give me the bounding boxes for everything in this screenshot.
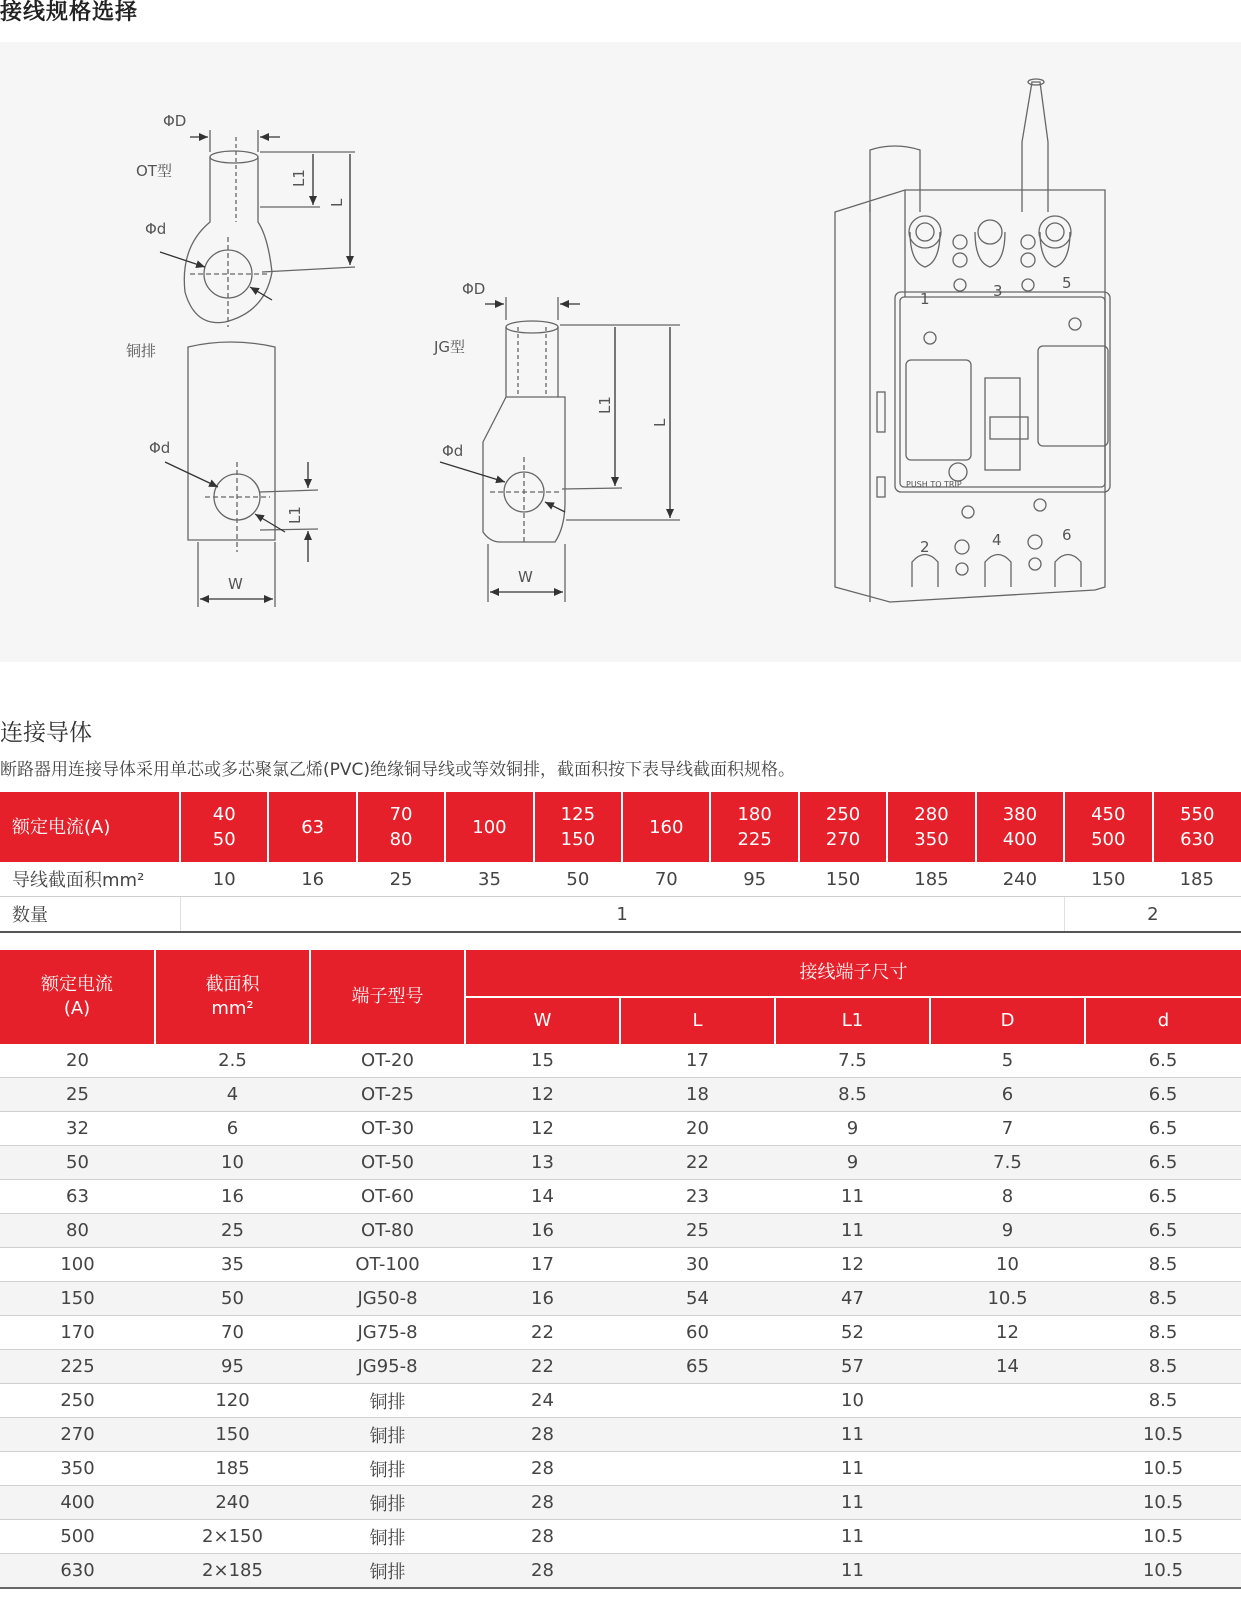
busbar-label: 铜排 [126,342,157,360]
table-cell: 270 [0,1418,155,1452]
dimension-header: L [620,997,775,1044]
table-row [0,1418,1241,1452]
table-cell: 225 [0,1350,155,1384]
table-cell: 54 [620,1282,775,1316]
table-cell: 240 [155,1486,310,1520]
table-cell: 22 [465,1316,620,1350]
ot-phi-d-label: Φd [145,220,167,238]
table-cell: 20 [620,1112,775,1146]
table-row [0,1350,1241,1384]
table-cell: 6.5 [1085,1078,1241,1112]
table-cell: 14 [930,1350,1085,1384]
table-cell: 50 [155,1282,310,1316]
section-title: 连接导体 [0,720,92,746]
current-value: 40 [212,804,236,825]
jg-lug-drawing [440,297,680,602]
table-cell: OT-30 [310,1112,465,1146]
section-area-cell: 150 [1064,862,1152,897]
table-cell: 28 [465,1418,620,1452]
table-cell: OT-60 [310,1180,465,1214]
current-value: 50 [212,829,236,850]
table-cell: 13 [465,1146,620,1180]
table-row [0,1078,1241,1112]
quantity-cell: 2 [1064,897,1241,933]
section-area-cell: 35 [445,862,533,897]
table-cell: 8.5 [1085,1316,1241,1350]
table-cell: 170 [0,1316,155,1350]
terminal-diagram [0,42,1241,662]
dimension-header: W [465,997,620,1044]
table-cell: 5 [930,1044,1085,1078]
table-cell: 12 [775,1248,930,1282]
table-cell: 10 [155,1146,310,1180]
section-area-label: 导线截面积mm² [0,862,180,897]
rated-current-cell [534,792,622,862]
rated-current-row [0,792,1241,862]
table-cell: 28 [465,1554,620,1589]
table-cell: 铜排 [310,1452,465,1486]
table-cell: 铜排 [310,1486,465,1520]
busbar-W-label: W [228,575,243,593]
table-cell: 11 [775,1520,930,1554]
section-area-cell: 16 [268,862,356,897]
jg-L-label: L [651,418,669,427]
terminal-spec-table [0,950,1241,1589]
jg-phi-d-label: Φd [442,442,464,460]
table-cell: 11 [775,1554,930,1589]
push-to-trip-label: PUSH TO TRIP [906,480,962,489]
table-cell: 8.5 [1085,1248,1241,1282]
table-cell: 28 [465,1452,620,1486]
ot-lug-drawing [160,130,355,327]
table-cell: 10.5 [1085,1520,1241,1554]
table-cell: 6.5 [1085,1044,1241,1078]
table-cell: 630 [0,1554,155,1589]
current-value: 180 [737,804,772,825]
current-value: 630 [1180,829,1215,850]
header-line: 额定电流 [41,974,113,995]
table-cell: 12 [465,1078,620,1112]
rated-current-cell [268,792,356,862]
table-cell: 28 [465,1486,620,1520]
table-cell: 10 [930,1248,1085,1282]
table-row [0,1112,1241,1146]
busbar-drawing [165,342,318,607]
table-cell: 6 [930,1078,1085,1112]
table-cell: 10.5 [1085,1418,1241,1452]
busbar-phi-d-label: Φd [149,439,171,457]
current-value: 400 [1002,829,1038,850]
table-cell: 6.5 [1085,1146,1241,1180]
terminal-5-label: 5 [1062,274,1072,292]
table-cell: 7 [930,1112,1085,1146]
current-value: 550 [1180,804,1215,825]
table-cell: 22 [465,1350,620,1384]
table-cell [930,1520,1085,1554]
table-cell: 400 [0,1486,155,1520]
current-value: 450 [1091,804,1126,825]
rated-current-cell [887,792,975,862]
dimension-header: L1 [775,997,930,1044]
table-cell: 15 [465,1044,620,1078]
table-cell: 65 [620,1350,775,1384]
table-cell: 120 [155,1384,310,1418]
terminal-4-label: 4 [992,531,1002,549]
table-cell: 铜排 [310,1418,465,1452]
table-row [0,1486,1241,1520]
table-row [0,1520,1241,1554]
jg-W-label: W [518,568,533,586]
page-title: 接线规格选择 [0,0,139,25]
current-value: 125 [560,804,596,825]
table-cell: 11 [775,1418,930,1452]
table-cell [620,1384,775,1418]
table-cell: 350 [0,1452,155,1486]
table-cell: 8.5 [775,1078,930,1112]
current-value: 250 [825,804,861,825]
section-area-cell: 10 [180,862,268,897]
table-cell: 8.5 [1085,1350,1241,1384]
circuit-breaker-drawing [835,79,1110,602]
header-line: 截面积 [205,974,260,995]
table-cell [930,1486,1085,1520]
table-row [0,1282,1241,1316]
table-cell: 150 [0,1282,155,1316]
current-value: 225 [737,829,772,850]
table-row [0,1044,1241,1078]
table-cell: 25 [620,1214,775,1248]
terminal-3-label: 3 [993,282,1003,300]
table-cell: 60 [620,1316,775,1350]
section-area-cell: 70 [622,862,710,897]
terminal-size-header: 接线端子尺寸 [465,950,1241,997]
current-value: 63 [301,816,325,838]
table-cell: 10.5 [930,1282,1085,1316]
table-cell: 9 [930,1214,1085,1248]
section-description: 断路器用连接导体采用单芯或多芯聚氯乙烯(PVC)绝缘铜导线或等效铜排，截面积按下表导线截面积规格。 [0,760,796,780]
table-cell: 4 [155,1078,310,1112]
section-area-row [0,862,1241,897]
current-value: 280 [914,804,949,825]
table-cell: 30 [620,1248,775,1282]
table-cell: 铜排 [310,1384,465,1418]
table-cell [620,1418,775,1452]
table-cell: 2.5 [155,1044,310,1078]
table-cell: 10.5 [1085,1452,1241,1486]
table-cell: 22 [620,1146,775,1180]
table-cell: 35 [155,1248,310,1282]
rated-current-cell [976,792,1064,862]
ot-L-label: L [328,198,346,207]
dimension-header: D [930,997,1085,1044]
table-cell [620,1452,775,1486]
table-cell: OT-25 [310,1078,465,1112]
rated-current-cell [799,792,887,862]
table-cell: 11 [775,1452,930,1486]
rated-current-cell [445,792,533,862]
table-cell: 23 [620,1180,775,1214]
table-cell: 16 [465,1282,620,1316]
table-cell: 11 [775,1486,930,1520]
table-cell: JG50-8 [310,1282,465,1316]
table-cell: 铜排 [310,1554,465,1589]
dimension-header: d [1085,997,1241,1044]
rated-current-cell [180,792,268,862]
conductor-section-table [0,792,1241,933]
table-cell: 11 [775,1180,930,1214]
table-cell: 18 [620,1078,775,1112]
terminal-2-label: 2 [920,538,930,556]
section-area-header [155,950,310,1044]
table-cell: 25 [155,1214,310,1248]
table-cell: 8 [930,1180,1085,1214]
table-cell: 25 [0,1078,155,1112]
table-cell: 20 [0,1044,155,1078]
jg-L1-label: L1 [596,396,614,414]
current-value: 380 [1002,804,1038,825]
table-cell: 52 [775,1316,930,1350]
table-cell: OT-100 [310,1248,465,1282]
table-cell: 32 [0,1112,155,1146]
table-cell: 24 [465,1384,620,1418]
table-cell: 6.5 [1085,1214,1241,1248]
table-cell: 17 [465,1248,620,1282]
table-cell: 2×150 [155,1520,310,1554]
table-cell: 9 [775,1112,930,1146]
section-area-cell: 240 [976,862,1064,897]
table-row [0,1146,1241,1180]
current-value: 70 [389,804,413,825]
table-cell: 8.5 [1085,1384,1241,1418]
ot-phi-D-label: ΦD [163,112,187,130]
table-cell: 6 [155,1112,310,1146]
quantity-row [0,897,1241,933]
table-row [0,1384,1241,1418]
table-cell: OT-80 [310,1214,465,1248]
current-value: 270 [825,829,861,850]
section-area-cell: 50 [534,862,622,897]
current-value: 500 [1091,829,1126,850]
section-area-cell: 185 [1153,862,1241,897]
section-area-cell: 95 [710,862,798,897]
table-cell: 6.5 [1085,1112,1241,1146]
table-row [0,1316,1241,1350]
current-value: 150 [560,829,596,850]
table-cell: 16 [155,1180,310,1214]
section-area-cell: 150 [799,862,887,897]
table-cell: JG95-8 [310,1350,465,1384]
rated-current-cell [622,792,710,862]
ot-L1-label: L1 [290,169,308,187]
rated-current-cell [357,792,445,862]
table-cell: OT-20 [310,1044,465,1078]
table-cell: 185 [155,1452,310,1486]
table-cell: 95 [155,1350,310,1384]
terminal-1-label: 1 [920,290,930,308]
table-cell: 16 [465,1214,620,1248]
table-cell: 10 [775,1384,930,1418]
table-cell: 2×185 [155,1554,310,1589]
table-cell: OT-50 [310,1146,465,1180]
table-cell [620,1520,775,1554]
table-cell: JG75-8 [310,1316,465,1350]
rated-current-header: 额定电流(A) [0,792,180,862]
table-cell: 7.5 [775,1044,930,1078]
ot-type-label: OT型 [136,162,172,180]
table-cell: 17 [620,1044,775,1078]
table-cell: 100 [0,1248,155,1282]
table-cell [930,1418,1085,1452]
rated-current-header [0,950,155,1044]
table-cell: 9 [775,1146,930,1180]
table-row [0,1180,1241,1214]
table-cell: 28 [465,1520,620,1554]
table-cell: 11 [775,1214,930,1248]
quantity-label: 数量 [0,897,180,933]
table-cell: 12 [465,1112,620,1146]
table-cell: 6.5 [1085,1180,1241,1214]
table-cell [620,1554,775,1589]
table-cell [930,1452,1085,1486]
header-line: mm² [211,998,254,1019]
table-cell: 500 [0,1520,155,1554]
table-cell: 150 [155,1418,310,1452]
header-line: (A) [63,998,91,1019]
table-cell: 10.5 [1085,1554,1241,1589]
quantity-cell: 1 [180,897,1064,933]
table-cell: 50 [0,1146,155,1180]
table-cell: 70 [155,1316,310,1350]
terminal-diagram-panel [0,42,1241,662]
top-terminals [909,216,1071,291]
section-area-cell: 25 [357,862,445,897]
table-cell: 8.5 [1085,1282,1241,1316]
table-cell [930,1554,1085,1589]
current-value: 160 [649,816,684,838]
current-value: 350 [914,829,949,850]
busbar-L1-label: L1 [286,506,304,524]
table-row [0,1554,1241,1589]
table-row [0,1452,1241,1486]
section-area-cell: 185 [887,862,975,897]
rated-current-cell [710,792,798,862]
jg-phi-D-label: ΦD [462,280,486,298]
jg-type-label: JG型 [434,338,466,356]
table-cell: 63 [0,1180,155,1214]
table-cell: 57 [775,1350,930,1384]
current-value: 100 [472,816,507,838]
table-cell: 铜排 [310,1520,465,1554]
rated-current-cell [1064,792,1152,862]
terminal-model-header: 端子型号 [310,950,465,1044]
table-row [0,1248,1241,1282]
table-cell: 80 [0,1214,155,1248]
terminal-6-label: 6 [1062,526,1072,544]
table-cell: 12 [930,1316,1085,1350]
table-cell: 10.5 [1085,1486,1241,1520]
table-row [0,1214,1241,1248]
rated-current-cell [1153,792,1241,862]
table-cell: 250 [0,1384,155,1418]
table-cell [930,1384,1085,1418]
table-cell: 47 [775,1282,930,1316]
current-value: 80 [389,829,413,850]
table-cell: 14 [465,1180,620,1214]
table-cell: 7.5 [930,1146,1085,1180]
table-cell [620,1486,775,1520]
